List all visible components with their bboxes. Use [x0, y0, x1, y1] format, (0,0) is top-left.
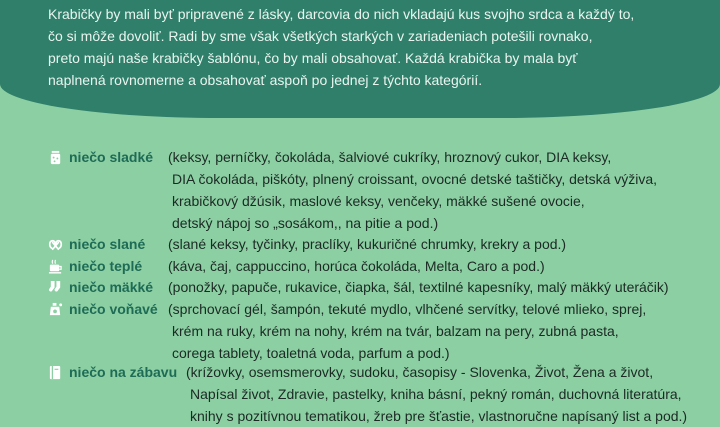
category-items [168, 298, 647, 364]
intro-line: čo si môže dovoliť. Radi by sme však všetkých starkých v zariadeniach potešili rovnako, [48, 28, 593, 44]
category-label: niečo sladké [69, 149, 154, 165]
category-items [186, 361, 688, 427]
category-items-line: (ponožky, papuče, rukavice, čiapka, šál, textilné kapesníky, malý mäkký uteráčik) [168, 279, 669, 295]
category-items [168, 146, 658, 234]
socks-icon [47, 279, 63, 295]
category-items [168, 233, 567, 255]
category-items-line: Napísal život, Zdravie, pastelky, kniha básní, pekný román, duchovná literatúra, [190, 386, 682, 402]
category-items-line: krabičkový džúsik, maslové keksy, venčeky, mäkké sušené ovocie, [172, 193, 585, 209]
category-items [168, 276, 669, 298]
category-items-line: DIA čokoláda, piškóty, plnený croissant, ovocné detské taštičky, detská výživa, [172, 171, 658, 187]
hot-cup-icon [47, 258, 63, 274]
category-items-line: (sprchovací gél, šampón, tekuté mydlo, vlhčené servítky, telové mlieko, sprej, [168, 301, 647, 317]
category-items-line: (krížovky, osemsmerovky, sudoku, časopisy - Slovenka, Život, Žena a život, [186, 364, 654, 380]
candy-jar-icon [47, 149, 63, 165]
book-icon [47, 364, 63, 380]
category-label: niečo mäkké [69, 279, 154, 295]
intro-line: preto majú naše krabičky šablónu, čo by mali obsahovať. Každá krabička by mala byť [48, 50, 578, 66]
category-label: niečo voňavé [69, 301, 158, 317]
category-items-line: corega tablety, toaletná voda, parfum a pod.) [172, 345, 450, 361]
category-label: niečo slané [69, 236, 146, 252]
category-items-line: (keksy, perníčky, čokoláda, šalviové cukríky, hroznový cukor, DIA keksy, [168, 149, 612, 165]
category-items-line: knihy s pozitívnou tematikou, žreb pre šťastie, vlastnoručne napísaný list a pod.) [190, 408, 688, 424]
category-label: niečo teplé [69, 258, 143, 274]
category-items [168, 255, 545, 277]
category-items-line: detský nápoj so „sosákom,, na pitie a pod.) [172, 215, 439, 231]
category-label: niečo na zábavu [69, 364, 178, 380]
pretzel-icon [47, 236, 63, 252]
category-items-line: (káva, čaj, cappuccino, horúca čokoláda, Melta, Caro a pod.) [168, 258, 545, 274]
category-items-line: (slané keksy, tyčinky, praclíky, kukuričné chrumky, krekry a pod.) [168, 236, 567, 252]
intro-line: naplnená rovnomerne a obsahovať aspoň po jednej z týchto kategórií. [48, 72, 483, 88]
category-items-line: krém na ruky, krém na nohy, krém na tvár, balzam na pery, zubná pasta, [172, 323, 619, 339]
soap-icon [47, 301, 63, 317]
intro-line: Krabičky by mali byť pripravené z lásky, darcovia do nich vkladajú kus svojho srdca a každý to, [48, 6, 635, 22]
